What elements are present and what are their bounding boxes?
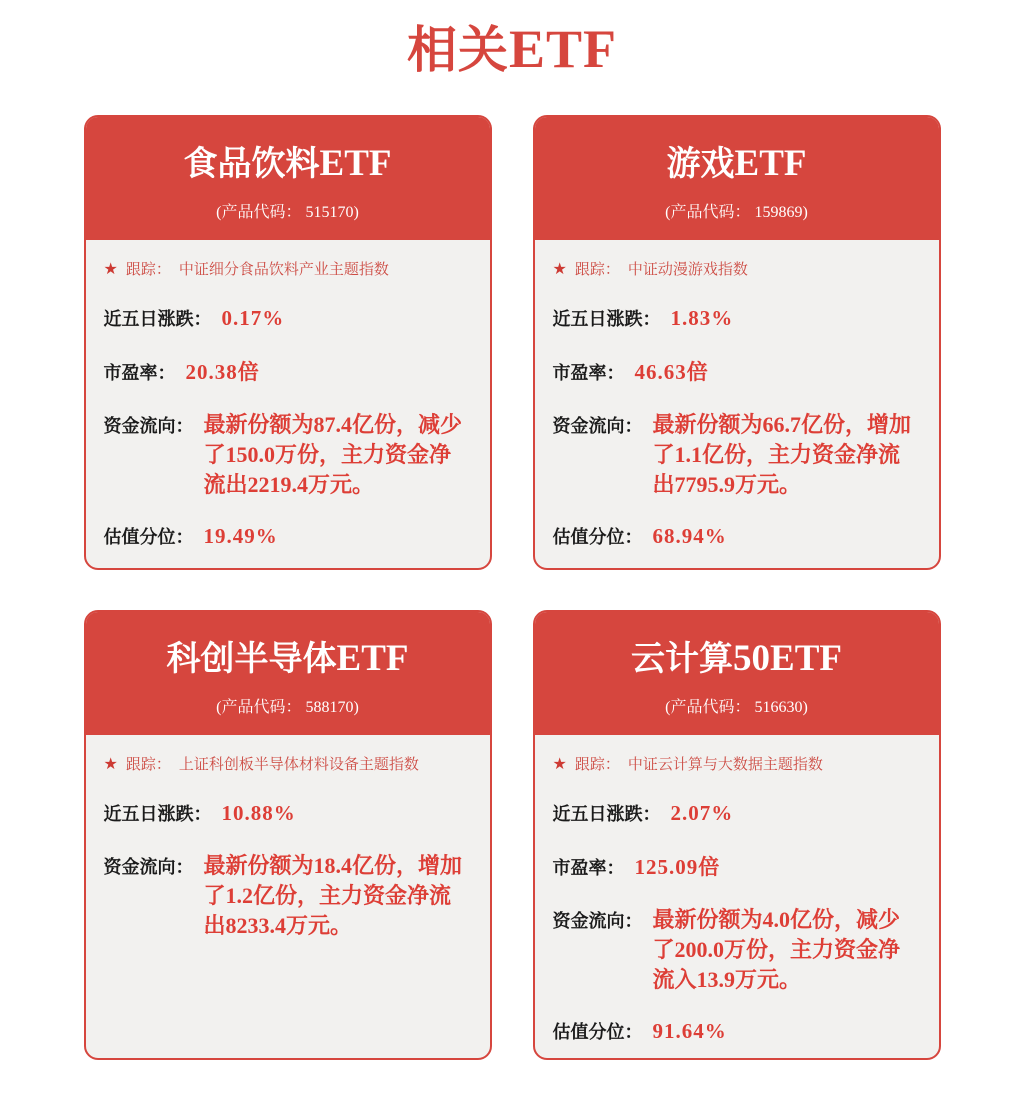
product-code: (产品代码： 588170) bbox=[216, 699, 359, 716]
fund-flow-row bbox=[104, 851, 470, 941]
pe-ratio-row bbox=[104, 356, 470, 386]
five-day-change-row bbox=[104, 306, 470, 332]
five-day-change-row bbox=[104, 801, 470, 827]
etf-name-latin: ETF bbox=[734, 143, 807, 184]
etf-name-cn: 云计算 bbox=[631, 640, 734, 678]
five-day-change-label: 近五日涨跌： bbox=[103, 309, 212, 329]
pe-ratio-row bbox=[553, 356, 919, 386]
five-day-change-row bbox=[553, 801, 919, 827]
etf-name bbox=[86, 636, 490, 689]
card-body bbox=[535, 240, 939, 570]
card-header bbox=[86, 612, 490, 735]
star-icon: ★ bbox=[552, 261, 567, 278]
track-label: 跟踪： bbox=[125, 756, 171, 773]
card-body bbox=[86, 240, 490, 570]
product-code: (产品代码： 159869) bbox=[665, 204, 808, 221]
star-icon: ★ bbox=[103, 261, 118, 278]
pe-ratio-label: 市盈率： bbox=[103, 363, 176, 383]
star-icon: ★ bbox=[103, 756, 118, 773]
valuation-value: 68.94% bbox=[652, 524, 727, 548]
etf-name-cn: 科创半导体 bbox=[166, 640, 337, 678]
etf-card-star-semiconductor bbox=[84, 610, 492, 1060]
etf-card-game bbox=[533, 115, 941, 570]
fund-flow-row bbox=[553, 410, 919, 500]
etf-name bbox=[535, 636, 939, 689]
pe-ratio-value: 46.63倍 bbox=[634, 360, 709, 384]
pe-ratio-value: 125.09倍 bbox=[634, 855, 721, 879]
track-label: 跟踪： bbox=[574, 756, 620, 773]
fund-flow-label: 资金流向： bbox=[552, 416, 643, 436]
page-title-en: ETF bbox=[508, 19, 618, 79]
card-header bbox=[86, 117, 490, 240]
valuation-label: 估值分位： bbox=[552, 527, 643, 547]
etf-name-latin: ETF bbox=[319, 143, 392, 184]
product-code: (产品代码： 516630) bbox=[665, 699, 808, 716]
etf-name-cn: 游戏 bbox=[666, 145, 735, 183]
five-day-change-label: 近五日涨跌： bbox=[103, 804, 212, 824]
star-icon: ★ bbox=[552, 756, 567, 773]
card-body bbox=[86, 735, 490, 979]
fund-flow-value: 最新份额为87.4亿份，减少了150.0万份，主力资金净流出2219.4万元。 bbox=[203, 412, 463, 497]
pe-ratio-value: 20.38倍 bbox=[185, 360, 260, 384]
etf-name bbox=[535, 141, 939, 194]
fund-flow-value: 最新份额为66.7亿份，增加了1.1亿份，主力资金净流出7795.9万元。 bbox=[652, 412, 912, 497]
five-day-change-label: 近五日涨跌： bbox=[552, 309, 661, 329]
track-row bbox=[553, 755, 919, 775]
etf-name-cn: 食品饮料 bbox=[183, 145, 320, 183]
five-day-change-row bbox=[553, 306, 919, 332]
etf-card-grid bbox=[84, 115, 941, 1060]
fund-flow-row bbox=[553, 905, 919, 995]
fund-flow-value: 最新份额为18.4亿份，增加了1.2亿份，主力资金净流出8233.4万元。 bbox=[203, 853, 463, 938]
pe-ratio-label: 市盈率： bbox=[552, 858, 625, 878]
card-header bbox=[535, 117, 939, 240]
fund-flow-row bbox=[104, 410, 470, 500]
page-title-cn: 相关 bbox=[406, 22, 509, 78]
valuation-label: 估值分位： bbox=[103, 527, 194, 547]
tracked-index: 中证云计算与大数据主题指数 bbox=[627, 756, 823, 773]
five-day-change-value: 1.83% bbox=[670, 306, 734, 330]
page-title bbox=[0, 14, 1024, 84]
tracked-index: 中证细分食品饮料产业主题指数 bbox=[178, 261, 389, 278]
etf-name-latin: ETF bbox=[336, 638, 409, 679]
tracked-index: 上证科创板半导体材料设备主题指数 bbox=[178, 756, 419, 773]
track-row bbox=[104, 755, 470, 775]
product-code: (产品代码： 515170) bbox=[216, 204, 359, 221]
card-body bbox=[535, 735, 939, 1060]
track-row bbox=[553, 260, 919, 280]
valuation-row bbox=[553, 1019, 919, 1045]
fund-flow-label: 资金流向： bbox=[103, 416, 194, 436]
five-day-change-value: 10.88% bbox=[221, 801, 296, 825]
fund-flow-label: 资金流向： bbox=[552, 911, 643, 931]
valuation-row bbox=[104, 524, 470, 550]
track-label: 跟踪： bbox=[574, 261, 620, 278]
five-day-change-label: 近五日涨跌： bbox=[552, 804, 661, 824]
track-label: 跟踪： bbox=[125, 261, 171, 278]
valuation-label: 估值分位： bbox=[552, 1022, 643, 1042]
pe-ratio-row bbox=[553, 851, 919, 881]
pe-ratio-label: 市盈率： bbox=[552, 363, 625, 383]
valuation-row bbox=[553, 524, 919, 550]
etf-name bbox=[86, 141, 490, 194]
fund-flow-value: 最新份额为4.0亿份，减少了200.0万份，主力资金净流入13.9万元。 bbox=[652, 907, 901, 992]
card-header bbox=[535, 612, 939, 735]
five-day-change-value: 2.07% bbox=[670, 801, 734, 825]
etf-card-cloud-computing bbox=[533, 610, 941, 1060]
etf-name-latin: 50ETF bbox=[733, 638, 842, 679]
etf-card-food-beverage bbox=[84, 115, 492, 570]
tracked-index: 中证动漫游戏指数 bbox=[627, 261, 748, 278]
five-day-change-value: 0.17% bbox=[221, 306, 285, 330]
track-row bbox=[104, 260, 470, 280]
valuation-value: 91.64% bbox=[652, 1019, 727, 1043]
fund-flow-label: 资金流向： bbox=[103, 857, 194, 877]
valuation-value: 19.49% bbox=[203, 524, 278, 548]
